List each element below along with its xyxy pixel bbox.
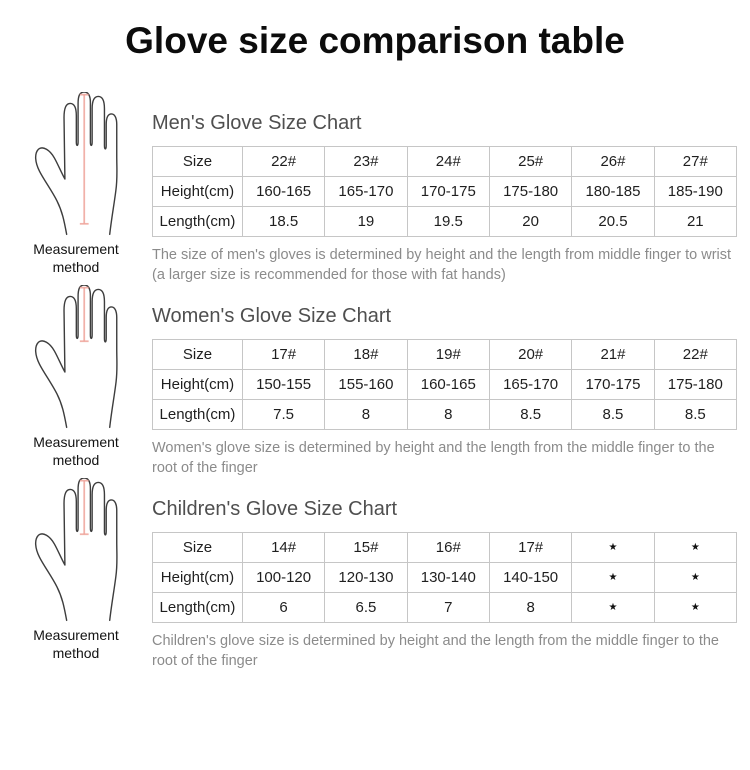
table-cell: 19# (407, 340, 489, 370)
table-cell: 7.5 (242, 400, 324, 430)
table-cell: 8.5 (489, 400, 571, 430)
measurement-caption: Measurement method (33, 241, 119, 276)
childrens-size-table (152, 532, 737, 623)
section-content-children (152, 478, 750, 671)
hand-outline (35, 92, 116, 234)
table-cell: ★ (654, 563, 736, 593)
table-cell: 25# (489, 147, 571, 177)
table-cell: 130-140 (407, 563, 489, 593)
section-heading-men: Men's Glove Size Chart (152, 112, 362, 134)
table-row (153, 177, 737, 207)
table-cell: 160-165 (407, 370, 489, 400)
table-cell: 8 (489, 593, 571, 623)
hand-outline (35, 478, 116, 620)
table-cell: 6 (242, 593, 324, 623)
measurement-block-women (0, 285, 152, 469)
row-header-cell: Length(cm) (153, 400, 243, 430)
table-cell: 17# (489, 533, 571, 563)
table-cell: ★ (654, 593, 736, 623)
table-row (153, 370, 737, 400)
hand-icon (28, 478, 125, 623)
table-cell: 22# (242, 147, 324, 177)
section-row-women (0, 285, 750, 478)
hand-outline (35, 285, 116, 427)
section-row-men (0, 92, 750, 285)
table-cell: 20.5 (572, 207, 654, 237)
table-cell: 8.5 (654, 400, 736, 430)
section-description-women: Women's glove size is determined by height and the length from the middle finger to the root of the finger (152, 440, 715, 476)
measurement-block-men (0, 92, 152, 276)
measurement-caption: Measurement method (33, 434, 119, 469)
section-heading-women: Women's Glove Size Chart (152, 305, 392, 327)
table-cell: 170-175 (572, 370, 654, 400)
womens-size-table (152, 339, 737, 430)
mens-size-table (152, 146, 737, 237)
table-cell: 27# (654, 147, 736, 177)
section-description-men: The size of men's gloves is determined by height and the length from middle finger to wrist (a larger size is recommended for those with fat hands) (152, 247, 732, 283)
section-description-children: Children's glove size is determined by height and the length from the middle finger to the root of the finger (152, 633, 719, 669)
table-cell: 20# (489, 340, 571, 370)
table-cell: 8 (407, 400, 489, 430)
table-cell: 150-155 (242, 370, 324, 400)
table-cell: 175-180 (489, 177, 571, 207)
table-cell: 8.5 (572, 400, 654, 430)
page-title: Glove size comparison table (125, 20, 625, 61)
table-cell: 20 (489, 207, 571, 237)
table-row (153, 147, 737, 177)
table-cell: 22# (654, 340, 736, 370)
row-header-cell: Size (153, 147, 243, 177)
table-cell: 7 (407, 593, 489, 623)
section-row-children (0, 478, 750, 671)
row-header-cell: Size (153, 533, 243, 563)
table-cell: 24# (407, 147, 489, 177)
table-cell: 16# (407, 533, 489, 563)
table-cell: 18# (325, 340, 407, 370)
table-row (153, 400, 737, 430)
table-cell: ★ (572, 593, 654, 623)
table-row (153, 207, 737, 237)
table-row (153, 533, 737, 563)
table-cell: 175-180 (654, 370, 736, 400)
row-header-cell: Height(cm) (153, 177, 243, 207)
table-cell: 185-190 (654, 177, 736, 207)
table-cell: 19.5 (407, 207, 489, 237)
table-cell: 8 (325, 400, 407, 430)
table-cell: 170-175 (407, 177, 489, 207)
table-cell: 15# (325, 533, 407, 563)
section-content-women (152, 285, 750, 478)
row-header-cell: Length(cm) (153, 593, 243, 623)
table-cell: 18.5 (242, 207, 324, 237)
table-cell: 165-170 (489, 370, 571, 400)
page (0, 20, 750, 770)
hand-icon (28, 285, 125, 430)
table-cell: 165-170 (325, 177, 407, 207)
row-header-cell: Length(cm) (153, 207, 243, 237)
table-cell: 26# (572, 147, 654, 177)
table-row (153, 563, 737, 593)
table-row (153, 593, 737, 623)
row-header-cell: Height(cm) (153, 563, 243, 593)
measurement-block-children (0, 478, 152, 662)
row-header-cell: Size (153, 340, 243, 370)
table-cell: 155-160 (325, 370, 407, 400)
table-cell: 23# (325, 147, 407, 177)
table-cell: 180-185 (572, 177, 654, 207)
table-cell: 17# (242, 340, 324, 370)
table-cell: 21 (654, 207, 736, 237)
table-cell: 100-120 (242, 563, 324, 593)
table-cell: 140-150 (489, 563, 571, 593)
sections-container (0, 92, 750, 671)
table-cell: ★ (654, 533, 736, 563)
table-cell: 120-130 (325, 563, 407, 593)
section-content-men (152, 92, 750, 285)
table-cell: ★ (572, 533, 654, 563)
table-cell: ★ (572, 563, 654, 593)
measurement-caption: Measurement method (33, 627, 119, 662)
row-header-cell: Height(cm) (153, 370, 243, 400)
section-heading-children: Children's Glove Size Chart (152, 498, 398, 520)
hand-icon (28, 92, 125, 237)
table-row (153, 340, 737, 370)
table-cell: 160-165 (242, 177, 324, 207)
table-cell: 19 (325, 207, 407, 237)
table-cell: 21# (572, 340, 654, 370)
table-cell: 14# (242, 533, 324, 563)
table-cell: 6.5 (325, 593, 407, 623)
